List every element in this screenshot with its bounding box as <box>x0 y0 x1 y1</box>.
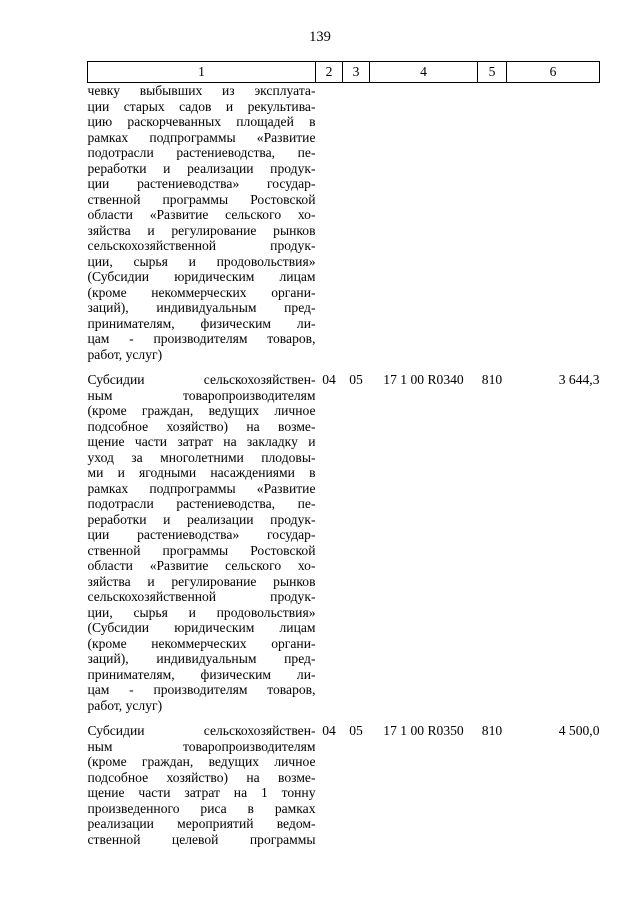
desc-line: (кроме граждан, ведущих личное <box>87 403 316 418</box>
desc-line: работ, услуг) <box>87 697 163 713</box>
desc-line: работ, услуг) <box>87 346 163 362</box>
desc-line: сельскохозяйственной продук- <box>87 589 316 604</box>
podrazdel-cell <box>343 83 370 373</box>
desc-line: реработки и реализации продук- <box>87 511 316 527</box>
sum-cell <box>507 83 600 373</box>
desc-line: ственной программы Ростовской <box>87 191 316 207</box>
desc-line: заций), индивидуальным пред- <box>87 300 316 315</box>
desc-line: (Субсидии юридическим лицам <box>87 620 316 635</box>
desc-line: подсобное хозяйство) на возме- <box>87 769 316 785</box>
table-row <box>88 723 600 847</box>
desc-line: ми и ягодными насаждениями в <box>87 465 316 480</box>
desc-line: ции, сырья и продовольствия» <box>87 253 316 269</box>
sum-cell: 3 644,3 <box>558 372 600 387</box>
podrazdel-cell: 05 <box>349 372 363 387</box>
desc-line: рамках подпрограммы «Развитие <box>87 129 316 145</box>
vr-cell: 810 <box>481 723 503 738</box>
column-header-2: 2 <box>316 62 343 83</box>
desc-line: (кроме граждан, ведущих личное <box>87 754 316 769</box>
desc-line: ции старых садов и рекультива- <box>87 98 316 114</box>
desc-line: Субсидии сельскохозяйствен- <box>87 372 316 387</box>
vr-cell: 810 <box>481 372 503 387</box>
desc-line: уход за многолетними плодовы- <box>87 449 316 465</box>
column-header-4: 4 <box>370 62 478 83</box>
desc-line: цам - производителям товаров, <box>87 331 316 346</box>
desc-line: принимателям, физическим ли- <box>87 666 316 682</box>
vr-cell <box>478 83 507 373</box>
table-row <box>88 372 600 723</box>
desc-line: заций), индивидуальным пред- <box>87 651 316 666</box>
table-header-row <box>88 62 600 83</box>
desc-line: ции растениеводства» государ- <box>87 176 316 191</box>
budget-table <box>87 61 600 847</box>
csr-cell: 17 1 00 R0340 <box>383 372 464 387</box>
desc-line: (Субсидии юридическим лицам <box>87 269 316 284</box>
desc-line: ным товаропроизводителям <box>87 738 316 754</box>
desc-line: реализации мероприятий ведом- <box>87 816 316 831</box>
desc-line: цам - производителям товаров, <box>87 682 316 697</box>
desc-line: произведенного риса в рамках <box>87 800 316 816</box>
desc-line: цию раскорчеванных площадей в <box>87 114 316 129</box>
desc-line: сельскохозяйственной продук- <box>87 238 316 253</box>
desc-line: щение части затрат на 1 тонну <box>87 785 316 800</box>
desc-line: Субсидии сельскохозяйствен- <box>87 723 316 738</box>
desc-line: ным товаропроизводителям <box>87 387 316 403</box>
column-header-1: 1 <box>88 62 316 83</box>
desc-line: ции, сырья и продовольствия» <box>87 604 316 620</box>
table-row <box>88 83 600 373</box>
desc-line: рамках подпрограммы «Развитие <box>87 480 316 496</box>
desc-line: подсобное хозяйство) на возме- <box>87 418 316 434</box>
csr-cell <box>370 83 478 373</box>
desc-line: подотрасли растениеводства, пе- <box>87 496 316 511</box>
desc-line: ции растениеводства» государ- <box>87 527 316 542</box>
desc-line: ственной программы Ростовской <box>87 542 316 558</box>
column-header-3: 3 <box>343 62 370 83</box>
desc-line: области «Развитие сельского хо- <box>87 207 316 222</box>
desc-line: принимателям, физическим ли- <box>87 315 316 331</box>
row-description <box>88 723 316 847</box>
razdel-cell: 04 <box>322 372 336 387</box>
column-header-5: 5 <box>478 62 507 83</box>
desc-line: подотрасли растениеводства, пе- <box>87 145 316 160</box>
desc-line: (кроме некоммерческих органи- <box>87 284 316 300</box>
row-description <box>88 372 316 723</box>
csr-cell: 17 1 00 R0350 <box>383 723 464 738</box>
desc-line: (кроме некоммерческих органи- <box>87 635 316 651</box>
desc-line: чевку выбывших из эксплуата- <box>87 83 316 98</box>
column-header-6: 6 <box>507 62 600 83</box>
desc-line: реработки и реализации продук- <box>87 160 316 176</box>
podrazdel-cell: 05 <box>349 723 363 738</box>
sum-cell: 4 500,0 <box>558 723 600 738</box>
razdel-cell: 04 <box>322 723 336 738</box>
desc-line: ственной целевой программы <box>87 831 316 847</box>
desc-line: зяйства и регулирование рынков <box>87 573 316 589</box>
row-description <box>88 83 316 373</box>
desc-line: щение части затрат на закладку и <box>87 434 316 449</box>
desc-line: области «Развитие сельского хо- <box>87 558 316 573</box>
page-number: 139 <box>309 29 331 45</box>
razdel-cell <box>316 83 343 373</box>
desc-line: зяйства и регулирование рынков <box>87 222 316 238</box>
